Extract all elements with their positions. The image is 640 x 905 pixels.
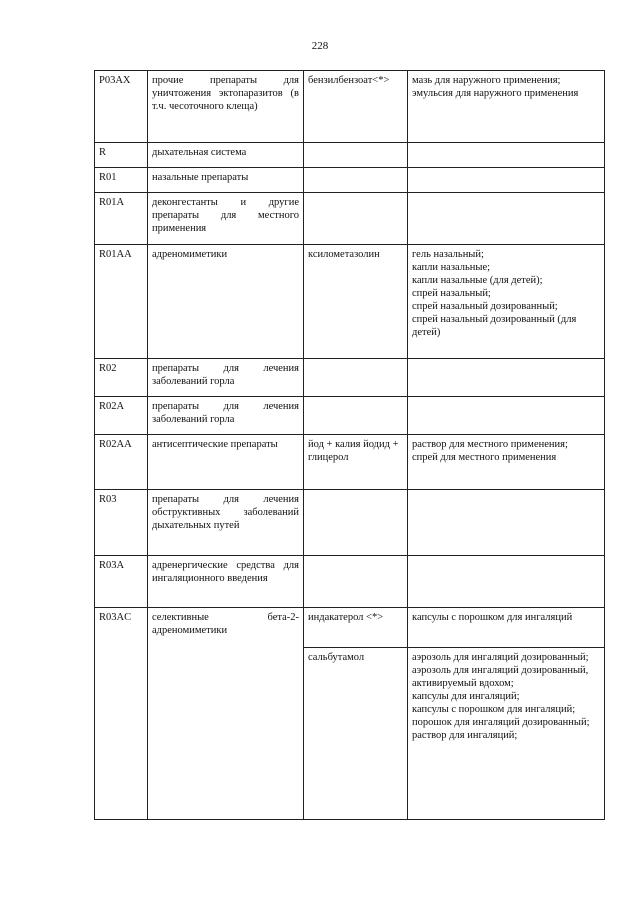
dosage-forms-cell: мазь для наружного применения; эмульсия для наружного применения (408, 71, 605, 143)
inn-cell: бензилбензоат<*> (304, 71, 408, 143)
inn-cell (304, 143, 408, 168)
inn-cell (304, 397, 408, 435)
atc-code-cell: R01A (95, 193, 148, 245)
dosage-forms-cell (408, 168, 605, 193)
drug-classification-table (94, 70, 605, 820)
group-name-cell: прочие препараты для уничтожения эктопаразитов (в т.ч. чесоточного клеща) (148, 71, 304, 143)
dosage-forms-cell (408, 556, 605, 608)
table-row (95, 168, 605, 193)
inn-cell (304, 359, 408, 397)
table-row (95, 435, 605, 490)
table-row (95, 359, 605, 397)
table-row (95, 143, 605, 168)
dosage-forms-cell: капсулы с порошком для ингаляций (408, 608, 605, 648)
group-name-cell: селективные бета-2-адреномиметики (148, 608, 304, 820)
dosage-forms-cell (408, 490, 605, 556)
atc-code-cell: R (95, 143, 148, 168)
inn-cell: сальбутамол (304, 648, 408, 820)
table-row (95, 556, 605, 608)
table-row (95, 397, 605, 435)
group-name-cell: дыхательная система (148, 143, 304, 168)
inn-cell (304, 168, 408, 193)
atc-code-cell: R01 (95, 168, 148, 193)
group-name-cell: адренергические средства для ингаляционного введения (148, 556, 304, 608)
atc-code-cell: R03 (95, 490, 148, 556)
page-number: 228 (311, 40, 329, 52)
dosage-forms-cell (408, 359, 605, 397)
atc-code-cell: R02A (95, 397, 148, 435)
inn-cell: йод + калия йодид + глицерол (304, 435, 408, 490)
dosage-forms-cell (408, 193, 605, 245)
table-row (95, 193, 605, 245)
atc-code-cell: R02 (95, 359, 148, 397)
group-name-cell: назальные препараты (148, 168, 304, 193)
dosage-forms-cell (408, 143, 605, 168)
inn-cell (304, 556, 408, 608)
dosage-forms-cell (408, 397, 605, 435)
atc-code-cell: R03A (95, 556, 148, 608)
atc-code-cell: R03AC (95, 608, 148, 820)
group-name-cell: препараты для лечения заболеваний горла (148, 397, 304, 435)
group-name-cell: препараты для лечения обструктивных заболеваний дыхательных путей (148, 490, 304, 556)
table-row (95, 71, 605, 143)
group-name-cell: деконгестанты и другие препараты для местного применения (148, 193, 304, 245)
table-row (95, 245, 605, 359)
atc-code-cell: P03AX (95, 71, 148, 143)
table-row (95, 608, 605, 648)
group-name-cell: антисептические препараты (148, 435, 304, 490)
atc-code-cell: R02AA (95, 435, 148, 490)
group-name-cell: адреномиметики (148, 245, 304, 359)
dosage-forms-cell: гель назальный; капли назальные; капли назальные (для детей); спрей назальный; спрей назальный дозированный; спрей назальный дозированный (для детей) (408, 245, 605, 359)
inn-cell (304, 193, 408, 245)
dosage-forms-cell: раствор для местного применения; спрей для местного применения (408, 435, 605, 490)
dosage-forms-cell: аэрозоль для ингаляций дозированный; аэрозоль для ингаляций дозированный, активируемый вдохом; капсулы для ингаляций; капсулы с порошком для ингаляций; порошок для ингаляций дозированный; раствор для ингаляций; (408, 648, 605, 820)
inn-cell (304, 490, 408, 556)
group-name-cell: препараты для лечения заболеваний горла (148, 359, 304, 397)
inn-cell: ксилометазолин (304, 245, 408, 359)
atc-code-cell: R01AA (95, 245, 148, 359)
inn-cell: индакатерол <*> (304, 608, 408, 648)
table-row (95, 490, 605, 556)
